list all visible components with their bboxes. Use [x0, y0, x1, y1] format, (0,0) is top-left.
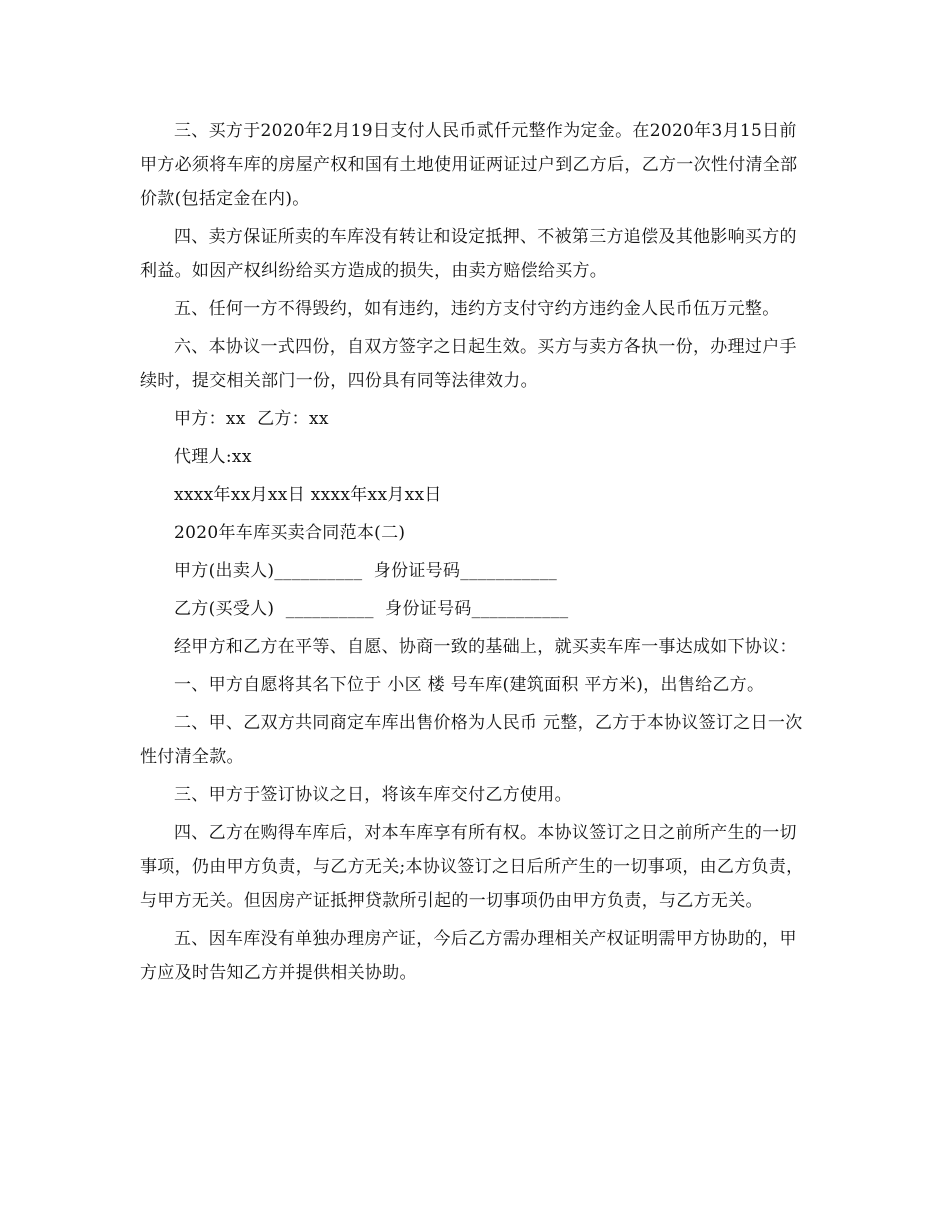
- party-a-id-line: 甲方(出卖人)__________ 身份证号码___________: [174, 561, 558, 581]
- agreement-preamble: 经甲方和乙方在平等、自愿、协商一致的基础上，就买卖车库一事达成如下协议：: [174, 637, 797, 657]
- clause-6-copies: 六、本协议一式四份，自双方签字之日起生效。买方与卖方各执一份，办理过户手续时，提交相关部门一份，四份具有同等法律效力。: [140, 337, 797, 391]
- clause-3-delivery: 三、甲方于签订协议之日，将该车库交付乙方使用。: [174, 785, 572, 805]
- agent-line: 代理人:xx: [174, 447, 252, 467]
- clause-3-deposit: 三、买方于2020年2月19日支付人民币贰仟元整作为定金。在2020年3月15日前甲方必须将车库的房屋产权和国有土地使用证两证过户到乙方后，乙方一次性付清全部价款(包括定金在内)。: [140, 121, 798, 209]
- clause-4-ownership: 四、乙方在购得车库后，对本车库享有所有权。本协议签订之日之前所产生的一切事项，仍由甲方负责，与乙方无关;本协议签订之日后所产生的一切事项，由乙方负责，与甲方无关。但因房产证抵押贷款所引起的一切事项仍由甲方负责，与乙方无关。: [140, 823, 804, 911]
- clause-5-certificate: 五、因车库没有单独办理房产证，今后乙方需办理相关产权证明需甲方协助的，甲方应及时告知乙方并提供相关协助。: [140, 929, 797, 983]
- section-title-contract-2: 2020年车库买卖合同范本(二): [174, 523, 406, 543]
- document-body: [140, 114, 814, 994]
- clause-5-breach: 五、任何一方不得毁约，如有违约，违约方支付守约方违约金人民币伍万元整。: [174, 299, 780, 319]
- date-line: xxxx年xx月xx日 xxxx年xx月xx日: [174, 485, 442, 505]
- clause-1-sale: 一、甲方自愿将其名下位于 小区 楼 号车库(建筑面积 平方米)，出售给乙方。: [174, 675, 765, 695]
- clause-4-seller-guarantee: 四、卖方保证所卖的车库没有转让和设定抵押、不被第三方追偿及其他影响买方的利益。如因产权纠纷给买方造成的损失，由卖方赔偿给买方。: [140, 227, 797, 281]
- party-b-id-line: 乙方(买受人) __________ 身份证号码___________: [174, 599, 569, 619]
- clause-2-price: 二、甲、乙双方共同商定车库出售价格为人民币 元整，乙方于本协议签订之日一次性付清全款。: [140, 713, 803, 767]
- parties-signature-line: 甲方：xx 乙方：xx: [174, 409, 329, 429]
